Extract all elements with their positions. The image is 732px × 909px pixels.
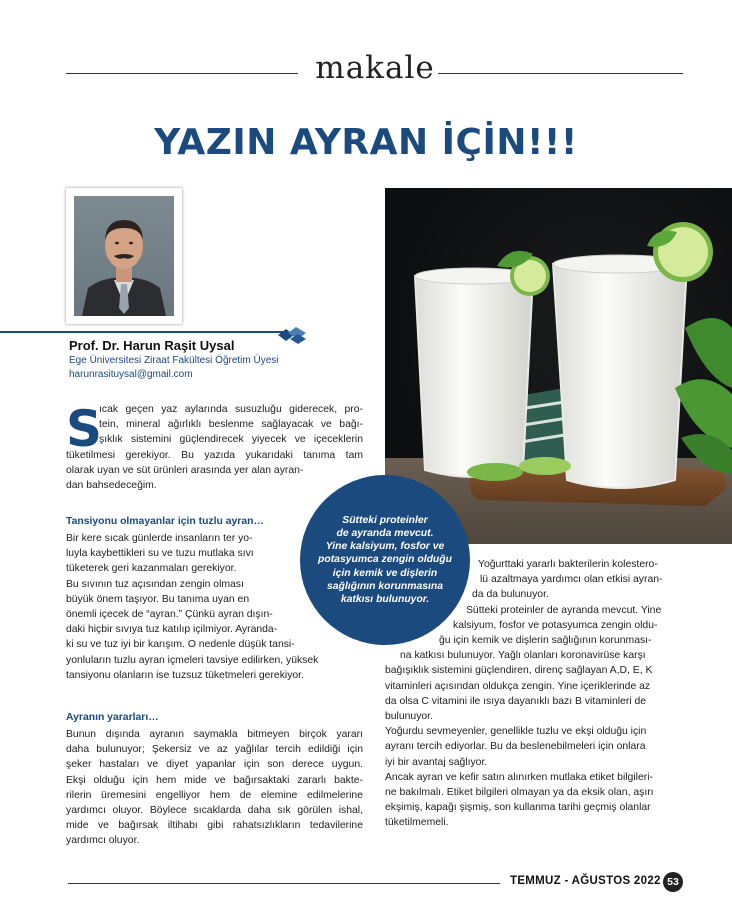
quote-line: Yine kalsiyum, fosfor ve	[325, 541, 445, 553]
author-photo-frame	[66, 188, 182, 324]
text-line: tein, mineral ağırlıklı beslenme sağlayacak ve bağı-	[99, 419, 363, 431]
section-heading-salty-ayran: Tansiyonu olmayanlar için tuzlu ayran…	[66, 516, 264, 527]
article-title: YAZIN AYRAN İÇİN!!!	[154, 122, 578, 163]
text-line: da da bulunuyor.	[472, 589, 549, 601]
author-email[interactable]: harunrasituysal@gmail.com	[69, 369, 193, 380]
cube-logo-icon	[276, 325, 308, 345]
text-line: yardımcı oluyor.	[66, 835, 140, 847]
text-line: mide ve bağırsak iltihabı gibi rahatsızlıkların tedavilerine	[66, 820, 363, 832]
text-line: da olsa C vitamini ile ısıya dayanıklı bazı B vitaminleri de	[385, 695, 647, 707]
author-portrait-illustration	[74, 196, 174, 316]
header-rule-left	[66, 73, 298, 74]
text-line: Sütteki proteinler de ayranda mevcut. Yine	[466, 604, 662, 616]
text-line: ğu için kemik ve dişlerin sağlığının korunması-	[439, 635, 652, 647]
text-line: ne bakılmalı. Etiket bilgileri olmayan ya da eksik olan, aşırı	[385, 787, 654, 799]
header-rule-right	[438, 73, 683, 74]
text-line: ıcak geçen yaz aylarında susuzluğu giderecek, pro-	[99, 404, 363, 415]
section2-text	[66, 727, 363, 849]
text-line: lü azaltmaya yardımcı olan etkisi ayran-	[480, 574, 663, 586]
text-line: ki su ve tuz iyi bir karışım. O nedenle düşük tansi-	[66, 639, 295, 651]
ayran-photo	[385, 188, 732, 544]
text-line: tüketilmemeli.	[385, 817, 449, 829]
text-line: Bunun dışında ayranın saymakla bitmeyen birçok yararı	[66, 729, 363, 740]
section1-text	[66, 531, 318, 683]
text-line: Ancak ayran ve kefir satın alınırken mutlaka etiket bilgileri-	[385, 771, 653, 783]
text-line: olarak uyan ve süt ürünleri arasında yer alan ayran-	[66, 464, 304, 476]
author-divider	[0, 331, 285, 333]
text-line: ekşimiş, kapağı şişmiş, son kullanma tarihi geçmiş olanlar	[385, 802, 651, 814]
text-line: Yoğurdu sevmeyenler, genellikle tuzlu ve ekşi olduğu için	[385, 726, 647, 738]
author-photo	[74, 196, 174, 316]
intro-text	[66, 448, 363, 494]
text-line: daki hiçbir sıvıya tuz katılıp içilmiyor. Ayranda-	[66, 624, 278, 636]
quote-line: için kemik ve dişlerin	[332, 567, 438, 579]
author-affiliation: Ege Üniversitesi Ziraat Fakültesi Öğretim Üyesi	[69, 355, 279, 366]
text-line: Ekşi olduğu için hem mide ve bağırsaktaki zararlı bakte-	[66, 774, 363, 786]
issue-date: TEMMUZ - AĞUSTOS 2022	[510, 875, 661, 887]
quote-line: de ayranda mevcut.	[336, 527, 434, 539]
text-line: yardımcı oluyor. Böylece sıcaklarda daha sık görülen ishal,	[66, 805, 363, 817]
quote-line: katkısı bulunuyor.	[340, 594, 430, 605]
text-line: daha bulunuyor; Şekersiz ve az yağlılar tercih edildiği için	[66, 744, 363, 756]
text-line: bağışıklık sistemini güçlendiren, direnç sağlayan A,D, E, K	[385, 665, 653, 677]
footer-rule	[68, 883, 500, 884]
ayran-glasses-illustration	[385, 188, 732, 544]
text-line: yonluların tuzlu ayran içmeleri tavsiye edilirken, yüksek	[66, 654, 319, 666]
text-line: dan bahsedeceğim.	[66, 480, 157, 491]
section-heading-benefits: Ayranın yararları…	[66, 712, 159, 723]
text-line: tansiyonu olanların ise tuzsuz tüketmeleri gerekiyor.	[66, 669, 304, 681]
text-line: Bir kere sıcak günlerde insanların ter yo-	[66, 533, 253, 544]
text-line: Yoğurttaki yararlı bakterilerin kolestero-	[478, 559, 658, 570]
text-line: iyi bir avantaj sağlıyor.	[385, 756, 488, 768]
text-line: şeker hastaları ve diyet yapanlar için son derece uygun.	[66, 759, 363, 771]
text-line: tüketilmesi gerekiyor. Bu yazıda yukarıdaki tanıma tam	[66, 449, 363, 461]
text-line: bulunuyor.	[385, 711, 433, 723]
page-number-badge: 53	[663, 872, 683, 892]
text-line: tüketerek geri kazanmaları gerekiyor.	[66, 563, 237, 575]
dropcap-letter: S	[66, 400, 103, 458]
section-label: makale	[315, 50, 435, 86]
quote-line: sağlığının korunmasına	[326, 580, 444, 592]
text-line: kalsiyum, fosfor ve potasyumca zengin oldu-	[453, 619, 658, 631]
text-line: büyük önem taşıyor. Bu tanıma uyan en	[66, 593, 250, 605]
text-line: şıklık sistemini güçlendirecek yiyecek ve içeceklerin	[99, 434, 363, 446]
text-line: Bu sıvının tuz açısından zengin olması	[66, 578, 244, 590]
text-line: rilerin üremesini engelliyor hem de elemine edilmelerine	[66, 789, 363, 801]
text-line: na katkısı bulunuyor. Yağlı olanları koronavirüse karşı	[400, 650, 646, 662]
text-line: önemli içecek de “ayran.” Çünkü ayran dışın-	[66, 609, 273, 621]
text-line: ayranı tercih ediyorlar. Bu da beslenebilmeleri için onlara	[385, 741, 646, 753]
quote-line: Sütteki proteinler	[342, 514, 428, 526]
quote-line: potasyumca zengin olduğu	[318, 554, 452, 566]
intro-text-indented	[99, 402, 363, 448]
right-column-text	[372, 557, 684, 831]
author-name: Prof. Dr. Harun Raşit Uysal	[69, 338, 235, 353]
text-line: vitaminleri açısından oldukça zengin. Yine içeriklerinde az	[385, 680, 651, 692]
text-line: luyla kaybettikleri su ve tuzu mutlaka sıvı	[66, 548, 254, 560]
